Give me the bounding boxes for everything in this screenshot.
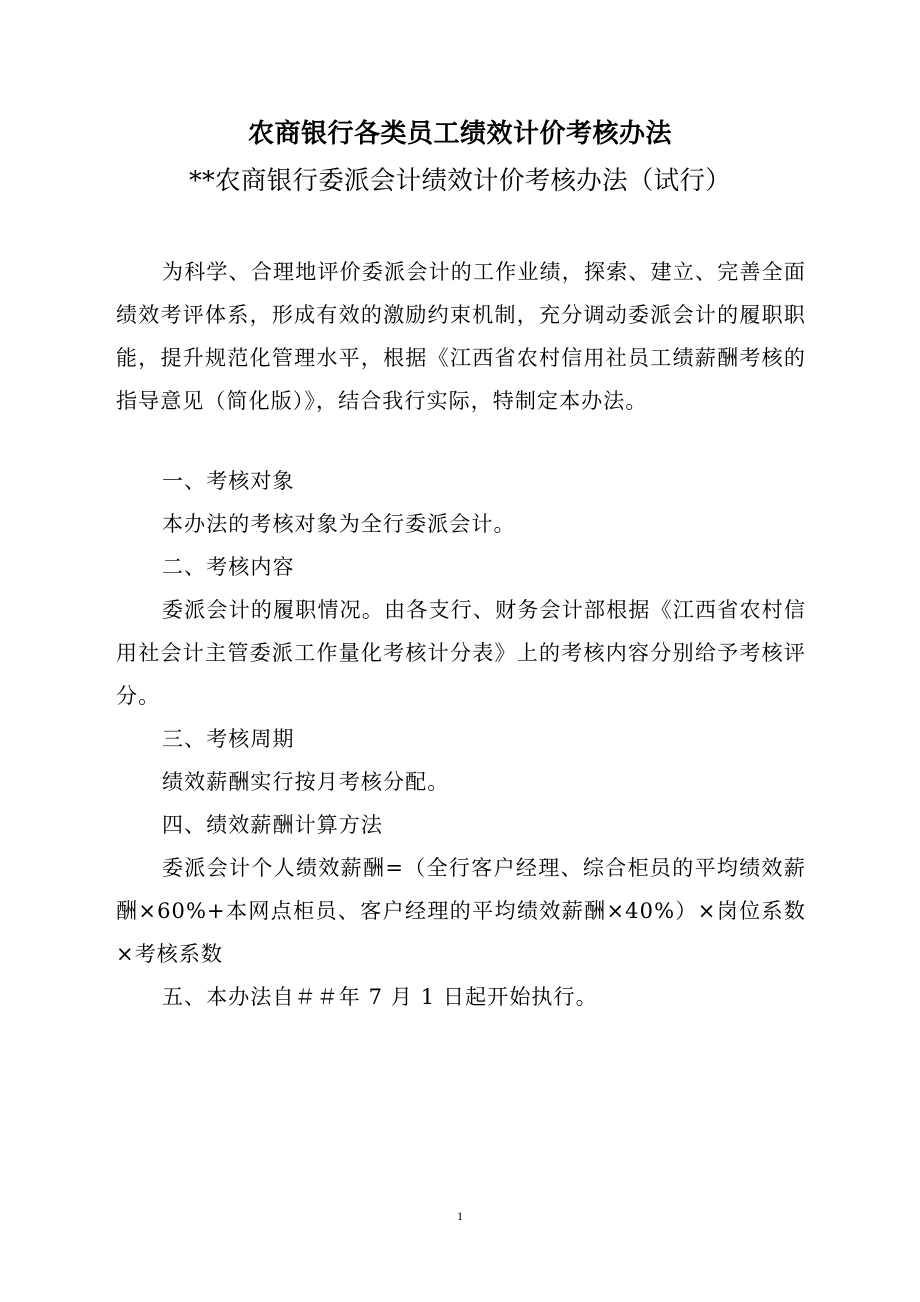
section-body: 绩效薪酬实行按月考核分配。	[162, 770, 450, 794]
document-subtitle: **农商银行委派会计绩效计价考核办法（试行）	[188, 166, 732, 196]
section-heading: 二、考核内容	[162, 555, 295, 579]
intro-block	[116, 251, 806, 423]
document-title: 农商银行各类员工绩效计价考核办法	[247, 119, 672, 149]
section-heading: 三、考核周期	[162, 727, 295, 751]
section-body: 委派会计个人绩效薪酬=（全行客户经理、综合柜员的平均绩效薪酬×60%+本网点柜员、客户经理的平均绩效薪酬×40%）×岗位系数×考核系数	[116, 856, 806, 966]
section-body: 本办法的考核对象为全行委派会计。	[162, 512, 516, 536]
section-body: 委派会计的履职情况。由各支行、财务会计部根据《江西省农村信用社会计主管委派工作量化考核计分表》上的考核内容分别给予考核评分。	[116, 598, 806, 708]
sections-block	[116, 460, 806, 1019]
section-heading: 四、绩效薪酬计算方法	[162, 813, 383, 837]
section-heading: 一、考核对象	[162, 469, 295, 493]
page-number: 1	[457, 1209, 463, 1223]
closing-paragraph: 五、本办法自＃＃年 7 月 1 日起开始执行。	[162, 985, 598, 1009]
intro-paragraph: 为科学、合理地评价委派会计的工作业绩，探索、建立、完善全面绩效考评体系，形成有效的激励约束机制，充分调动委派会计的履职职能，提升规范化管理水平，根据《江西省农村信用社员工绩薪酬考核的指导意见（简化版）》，结合我行实际，特制定本办法。	[116, 260, 806, 413]
